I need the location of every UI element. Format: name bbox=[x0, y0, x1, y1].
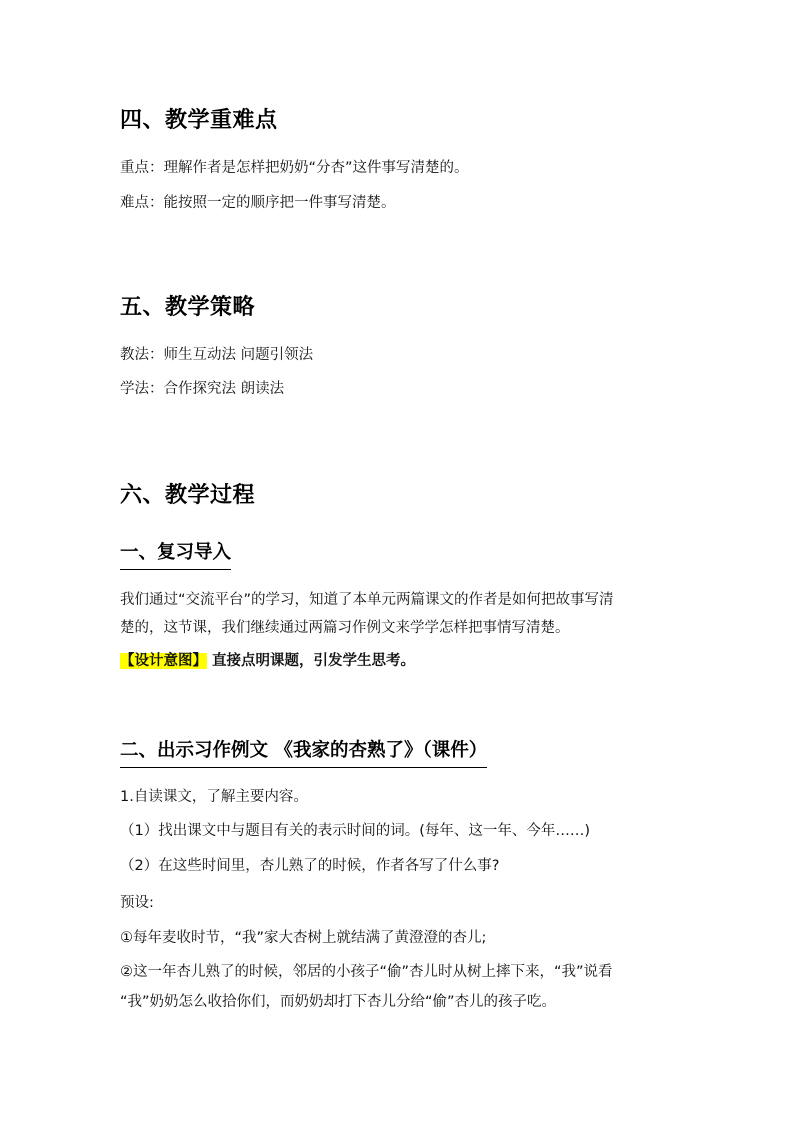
question-1-text: （1）找出课文中与题目有关的表示时间的词。(每年、这一年、今年……) bbox=[120, 823, 591, 839]
part-1-paragraph-line-1: 我们通过“交流平台”的学习，知道了本单元两篇课文的作者是如何把故事写清 bbox=[120, 592, 614, 608]
part-2-title: 二、出示习作例文 《我家的杏熟了》（课件） bbox=[120, 738, 487, 768]
preset-label: 预设: bbox=[120, 895, 154, 911]
question-2-text: （2）在这些时间里，杏儿熟了的时候，作者各写了什么事? bbox=[120, 858, 500, 874]
section-4-title: 四、教学重难点 bbox=[120, 108, 278, 133]
learning-method-text: 学法：合作探究法 朗读法 bbox=[120, 381, 285, 397]
answer-2-line-1: ②这一年杏儿熟了的时候，邻居的小孩子“偷”杏儿时从树上摔下来，“我”说看 bbox=[120, 964, 613, 980]
section-6-title: 六、教学过程 bbox=[120, 483, 256, 508]
step-1-text: 1.自读课文，了解主要内容。 bbox=[120, 789, 308, 805]
design-intent-tag: 【设计意图】 bbox=[120, 653, 207, 669]
part-1-paragraph-line-2: 楚的，这节课，我们继续通过两篇习作例文来学学怎样把事情写清楚。 bbox=[120, 620, 570, 636]
part-1-title: 一、复习导入 bbox=[120, 540, 231, 570]
design-intent-line bbox=[120, 651, 415, 671]
key-point-text: 重点：理解作者是怎样把奶奶“分杏”这件事写清楚的。 bbox=[120, 160, 469, 176]
answer-2-line-2: “我”奶奶怎么收拾你们，而奶奶却打下杏儿分给“偷”杏儿的孩子吃。 bbox=[120, 994, 557, 1010]
answer-1-text: ①每年麦收时节，“我”家大杏树上就结满了黄澄澄的杏儿; bbox=[120, 930, 487, 946]
section-5-title: 五、教学策略 bbox=[120, 295, 256, 320]
design-intent-text: 直接点明课题，引发学生思考。 bbox=[207, 653, 416, 669]
teaching-method-text: 教法：师生互动法 问题引领法 bbox=[120, 347, 314, 363]
difficult-point-text: 难点：能按照一定的顺序把一件事写清楚。 bbox=[120, 195, 396, 211]
